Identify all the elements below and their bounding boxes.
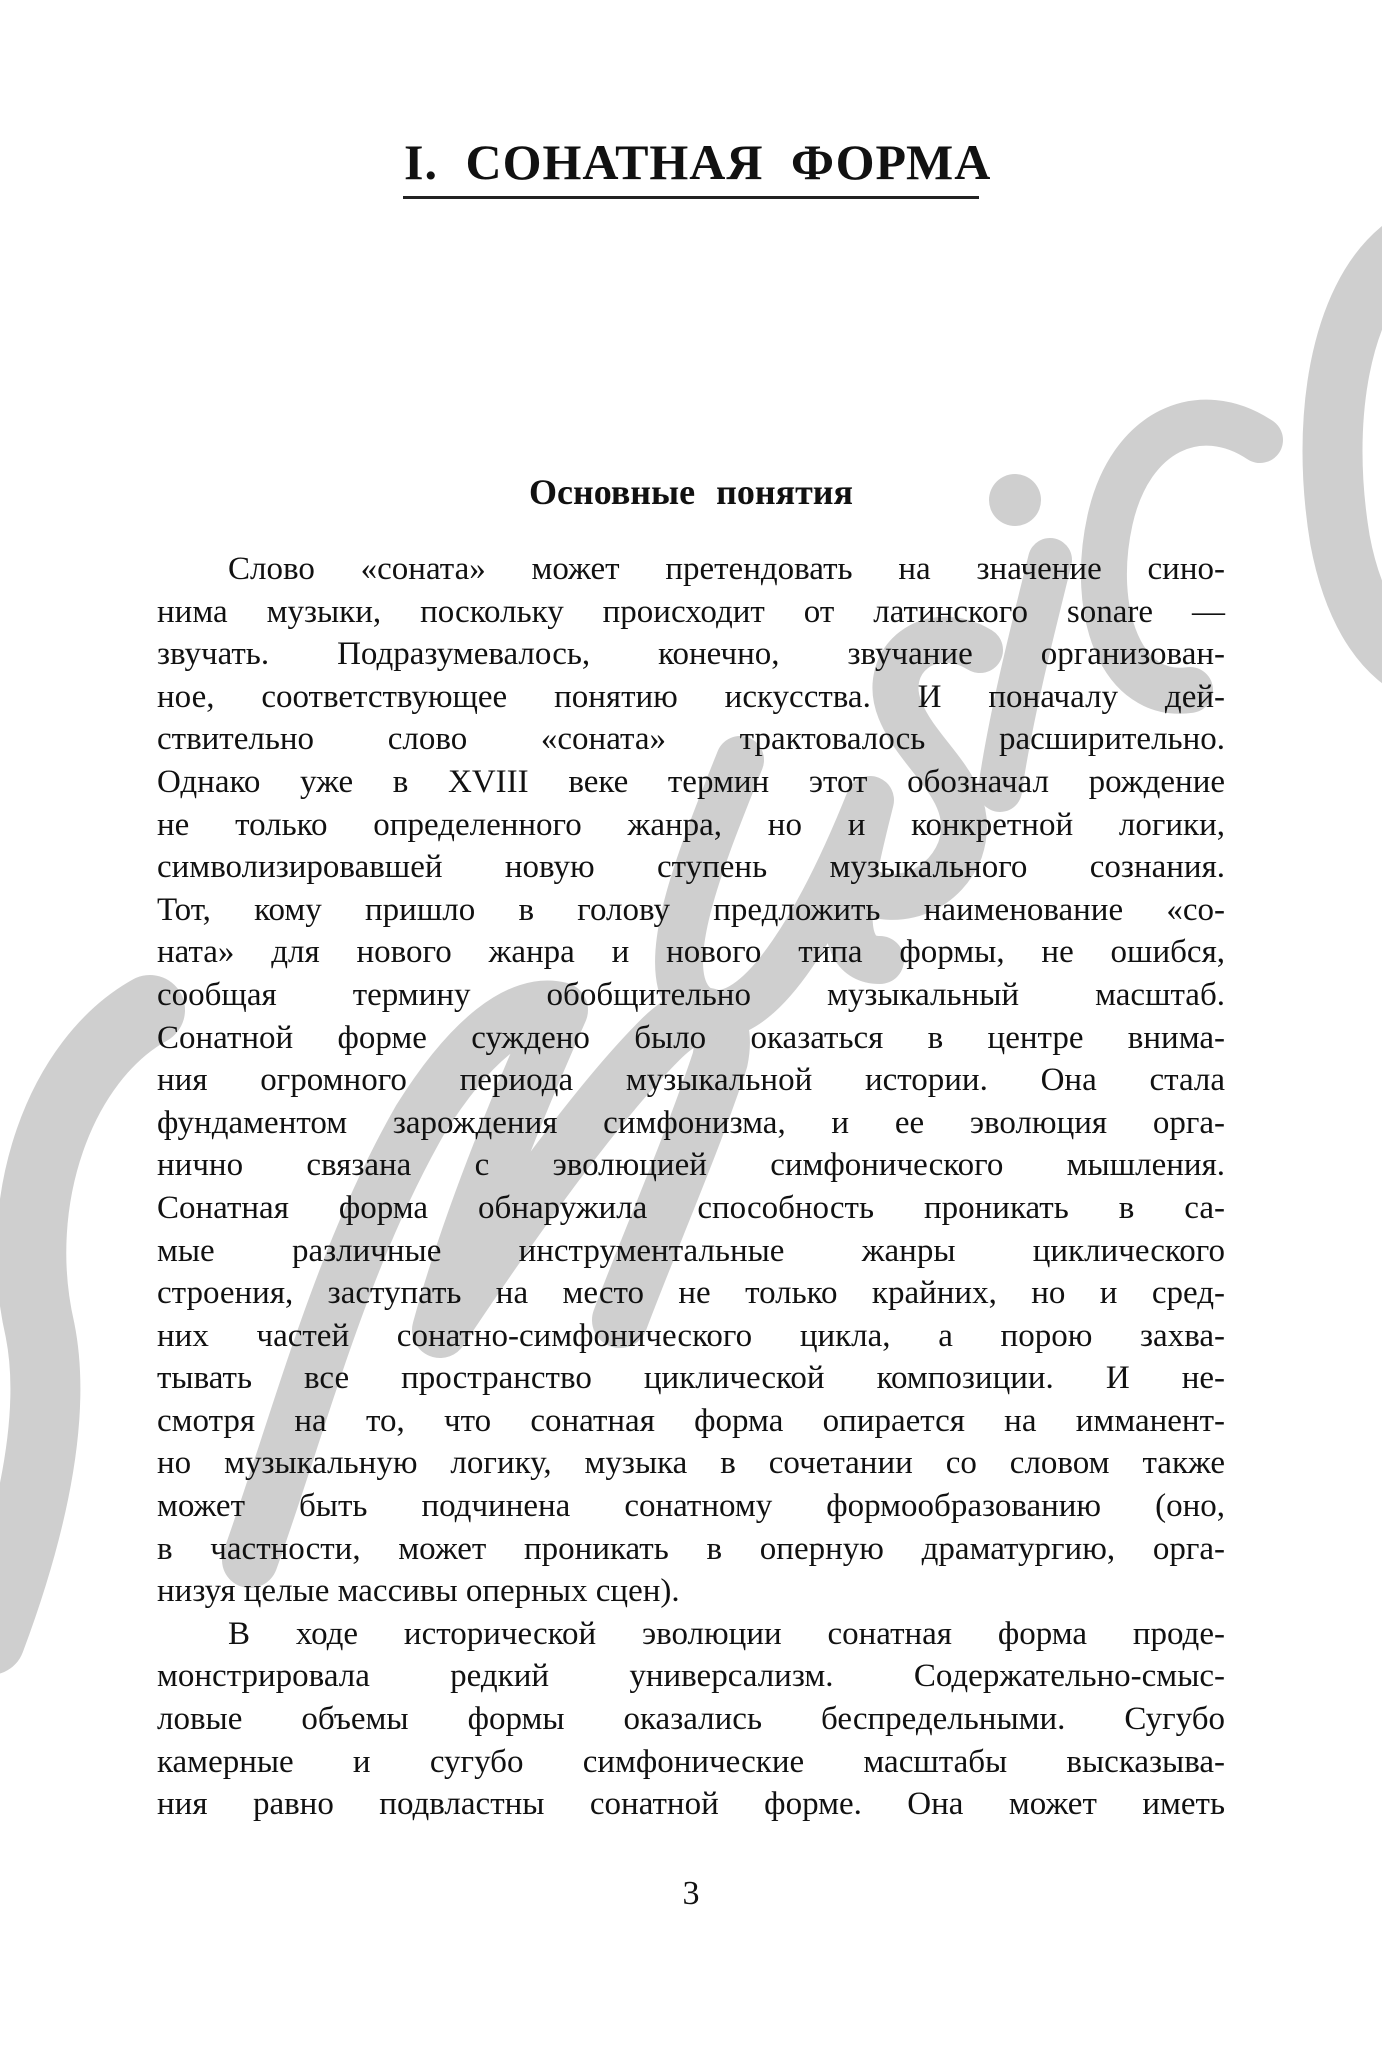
text-line: ное, соответствующее понятию искусства. И поначалу дей- <box>157 678 1225 715</box>
text-line: нично связана с эволюцией симфонического мышления. <box>157 1147 1225 1184</box>
paragraph <box>157 1613 1225 1826</box>
chapter-title: I. СОНАТНАЯ ФОРМА <box>404 134 992 190</box>
text-line: ствительно слово «соната» трактовалось расширительно. <box>157 721 1225 758</box>
text-line: но музыкальную логику, музыка в сочетании со словом также <box>157 1445 1225 1482</box>
text-line: Сонатная форма обнаружила способность проникать в са- <box>157 1189 1225 1226</box>
text-line: мые различные инструментальные жанры циклического <box>157 1232 1225 1269</box>
text-line: монстрировала редкий универсализм. Содержательно-смыс- <box>157 1658 1225 1695</box>
text-line: ната» для нового жанра и нового типа формы, не ошибся, <box>157 934 1225 971</box>
text-line: Слово «соната» может претендовать на значение сино- <box>228 551 1225 587</box>
text-line: Однако уже в XVIII веке термин этот обозначал рождение <box>157 763 1225 800</box>
page-number: 3 <box>682 1875 700 1912</box>
body-text <box>157 548 1225 1826</box>
text-line: Тот, кому пришло в голову предложить наименование «со- <box>157 891 1225 928</box>
text-line: ния равно подвластны сонатной форме. Она может иметь <box>157 1786 1225 1823</box>
text-line: строения, заступать на место не только крайних, но и сред- <box>157 1275 1225 1312</box>
text-line: символизировавшей новую ступень музыкального сознания. <box>157 849 1225 886</box>
text-line: В ходе исторической эволюции сонатная форма проде- <box>228 1615 1225 1652</box>
text-line: тывать все пространство циклической композиции. И не- <box>157 1360 1225 1397</box>
text-line: может быть подчинена сонатному формообразованию (оно, <box>157 1488 1225 1525</box>
text-line: нима музыки, поскольку происходит от латинского sonare — <box>157 593 1225 630</box>
text-line: ловые объемы формы оказались беспредельными. Сугубо <box>157 1701 1225 1738</box>
text-line: не только определенного жанра, но и конкретной логики, <box>157 806 1225 843</box>
text-line: низуя целые массивы оперных сцен). <box>157 1573 680 1610</box>
text-line: камерные и сугубо симфонические масштабы высказыва- <box>157 1743 1225 1780</box>
chapter-title-underline <box>403 196 979 199</box>
section-title: Основные понятия <box>529 472 853 512</box>
text-line: в частности, может проникать в оперную драматургию, орга- <box>157 1530 1225 1567</box>
text-line: фундаментом зарождения симфонизма, и ее эволюция орга- <box>157 1104 1225 1141</box>
paragraph <box>157 548 1225 1613</box>
text-line: них частей сонатно-симфонического цикла, а порою захва- <box>157 1317 1225 1354</box>
text-line: Сонатной форме суждено было оказаться в центре внима- <box>157 1019 1225 1056</box>
text-line: ния огромного периода музыкальной истории. Она стала <box>157 1062 1225 1099</box>
text-line: звучать. Подразумевалось, конечно, звучание организован- <box>157 636 1225 673</box>
text-line: сообщая термину обобщительно музыкальный масштаб. <box>157 976 1225 1013</box>
text-line: смотря на то, что сонатная форма опирается на имманент- <box>157 1402 1225 1439</box>
